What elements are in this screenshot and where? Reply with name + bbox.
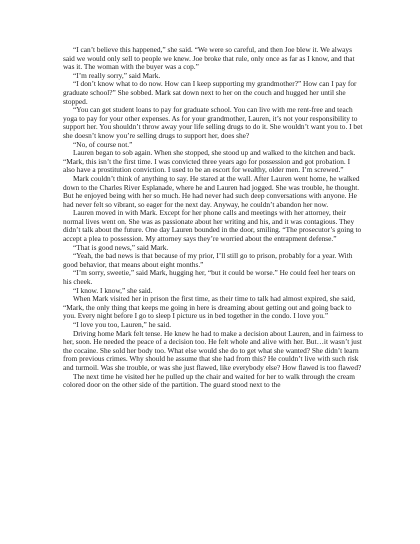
paragraph: When Mark visited her in prison the first time, as their time to talk had almost expired, she said, “Mark, the only thing that keeps me going in here is dreaming about getting out and going back to you. Every night before I go to sleep I picture us in bed together in the condo. I love you.” — [63, 294, 356, 321]
document-page — [63, 46, 363, 390]
paragraph: “I know. I know,” she said. — [73, 285, 153, 295]
paragraph: “You can get student loans to pay for graduate school. You can live with me rent-free and teach yoga to pay for your other expenses. As for your grandmother, Lauren, it’s not your responsibility to support her. You shouldn’t throw away your life selling drugs to do it. She wouldn’t want you to. I bet she doesn’t know you’re selling drugs to support her, does she? — [63, 105, 363, 140]
paragraph: Driving home Mark felt tense. He knew he had to make a decision about Lauren, and in fairness to her, soon. He needed the peace of a decision too. He felt whole and alive with her. But…it wasn’t just the cocaine. She sold her body too. What else would she do to get what she wanted? She didn’t learn from previous crimes. Why should he assume that she had from this? He couldn’t live with such risk and turmoil. Was she trouble, or was she just flawed, like everybody else? How flawed is too flawed? — [63, 328, 363, 372]
paragraph: “No, of course not.” — [73, 139, 133, 149]
paragraph: Lauren began to sob again. When she stopped, she stood up and walked to the kitchen and back. “Mark, this isn’t the first time. I was convicted three years ago for possession and got probation. I also have a prostitution conviction. I used to be an escort for wealthy, older men. I’m screwed.” — [63, 148, 356, 175]
paragraph: “I can’t believe this happened,” she said. “We were so careful, and then Joe blew it. We always said we would only sell to people we knew. Joe broke that rule, only once as far as I know, and that was it. The woman with the buyer was a cop.” — [63, 45, 355, 72]
paragraph: “I’m sorry, sweetie,” said Mark, hugging her, “but it could be worse.” He could feel her tears on his cheek. — [63, 268, 356, 287]
paragraph: “I love you too, Lauren,” he said. — [73, 320, 172, 329]
paragraph: “That is good news,” said Mark. — [73, 242, 169, 252]
paragraph: The next time he visited her he pulled up the chair and waited for her to walk through the cream colored door on the other side of the partition. The guard stood next to the — [63, 371, 356, 390]
paragraph: “I don’t know what to do now. How can I keep supporting my grandmother?” How can I pay for graduate school?” She sobbed. Mark sat down next to her on the couch and hugged her until she stopped. — [63, 79, 357, 106]
paragraph: Lauren moved in with Mark. Except for her phone calls and meetings with her attorney, their normal lives went on. She was as passionate about her writing and his, and it was contagious. They didn’t talk about the future. One day Lauren bounded in the door, smiling. “The prosecutor’s going to accept a plea to possession. My attorney says they’re worried about the entrapment defense.” — [63, 208, 362, 244]
paragraph: “I’m really sorry,” said Mark. — [73, 70, 161, 80]
paragraph: Mark couldn’t think of anything to say. He stared at the wall. After Lauren went home, he walked down to the Charles River Esplanade, where he and Lauren had jogged. She was trouble, he thought. But he enjoyed being with her so much. He had never had such deep conversations with anyone. He had never felt so vibrant, so eager for the next day. Anyway, he couldn’t abandon her now. — [63, 173, 360, 209]
paragraph: “Yeah, the bad news is that because of my prior, I’ll still go to prison, probably for a year. With good behavior, that means about eight months.” — [63, 251, 353, 269]
